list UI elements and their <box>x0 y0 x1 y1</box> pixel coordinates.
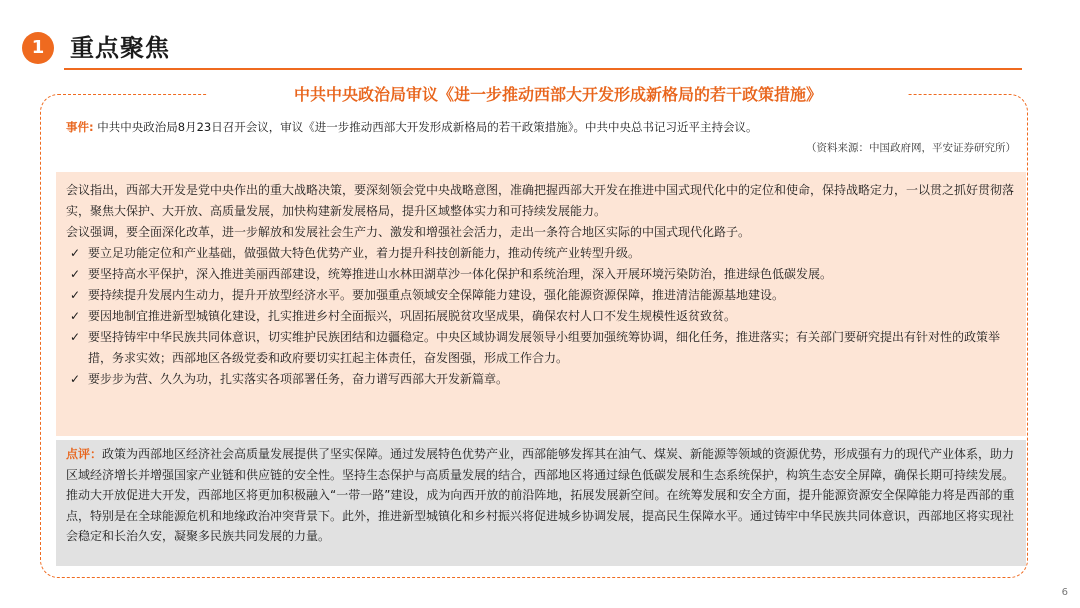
checklist-item <box>66 243 1016 264</box>
checklist-item <box>66 264 1016 285</box>
checklist-item-text: 要立足功能定位和产业基础，做强做大特色优势产业，着力提升科技创新能力，推动传统产业转型升级。 <box>88 246 641 260</box>
check-icon: ✓ <box>69 288 81 302</box>
page-number: 6 <box>1061 587 1068 598</box>
checklist-item <box>66 369 1016 390</box>
commentary-label: 点评： <box>66 447 103 461</box>
check-icon: ✓ <box>69 330 81 344</box>
checklist-item <box>66 306 1016 327</box>
checklist <box>66 243 1016 390</box>
checklist-item <box>66 327 1016 369</box>
content-paragraph-1: 会议指出，西部大开发是党中央作出的重大战略决策，要深刻领会党中央战略意图，准确把握西部大开发在推进中国式现代化中的定位和使命，保持战略定力，一以贯之抓好贯彻落实，聚焦大保护、大开放、高质量发展，加快构建新发展格局，提升区域整体实力和可持续发展能力。 <box>66 183 1015 218</box>
section-number-badge: 1 <box>22 32 54 64</box>
checklist-item-text: 要坚持铸牢中华民族共同体意识，切实维护民族团结和边疆稳定。中央区域协调发展领导小组要加强统筹协调，细化任务，推进落实；有关部门要研究提出有针对性的政策举措，务求实效；西部地区各级党委和政府要切实扛起主体责任，奋发图强，形成工作合力。 <box>88 330 1001 365</box>
check-icon: ✓ <box>69 309 81 323</box>
source-note: （资料来源：中国政府网，平安证券研究所） <box>806 142 1016 154</box>
check-icon: ✓ <box>69 267 81 281</box>
event-line <box>66 118 1026 136</box>
page-title: 重点聚焦 <box>70 33 170 62</box>
meeting-content-box <box>56 172 1026 436</box>
content-paragraph-2: 会议强调，要全面深化改革，进一步解放和发展社会生产力、激发和增强社会活力，走出一条符合地区实际的中国式现代化路子。 <box>66 225 751 239</box>
checklist-item-text: 要因地制宜推进新型城镇化建设，扎实推进乡村全面振兴，巩固拓展脱贫攻坚成果，确保农村人口不发生规模性返贫致贫。 <box>88 309 737 323</box>
title-underline <box>64 68 1022 70</box>
commentary-box <box>56 440 1026 566</box>
checklist-item-text: 要坚持高水平保护，深入推进美丽西部建设，统筹推进山水林田湖草沙一体化保护和系统治理，深入开展环境污染防治，推进绿色低碳发展。 <box>88 267 833 281</box>
checklist-item <box>66 285 1016 306</box>
section-title: 中共中央政治局审议《进一步推动西部大开发形成新格局的若干政策措施》 <box>293 85 822 104</box>
checklist-item-text: 要步步为营、久久为功，扎实落实各项部署任务，奋力谱写西部大开发新篇章。 <box>88 372 509 386</box>
event-text: 中共中央政治局8月23日召开会议，审议《进一步推动西部大开发形成新格局的若干政策措施》。中共中央总书记习近平主持会议。 <box>97 120 758 134</box>
commentary-text: 政策为西部地区经济社会高质量发展提供了坚实保障。通过发展特色优势产业，西部能够发挥其在油气、煤炭、新能源等领域的资源优势，形成强有力的现代产业体系，助力区域经济增长并增强国家产业链和供应链的安全性。坚持生态保护与高质量发展的结合，西部地区将通过绿色低碳发展和生态系统保护，构筑生态安全屏障，确保长期可持续发展。推动大开放促进大开发，西部地区将更加积极融入“一带一路”建设，成为向西开放的前沿阵地，拓展发展新空间。在统筹发展和安全方面，提升能源资源安全保障能力将是西部的重点，特别是在全球能源危机和地缘政治冲突背景下。此外，推进新型城镇化和乡村振兴将促进城乡协调发展，提高民生保障水平。通过铸牢中华民族共同体意识，西部地区将实现社会稳定和长治久安，凝聚多民族共同发展的力量。 <box>66 447 1015 543</box>
event-label: 事件: <box>66 120 94 134</box>
check-icon: ✓ <box>69 372 81 386</box>
check-icon: ✓ <box>69 246 81 260</box>
checklist-item-text: 要持续提升发展内生动力，提升开放型经济水平。要加强重点领域安全保障能力建设，强化能源资源保障，推进清洁能源基地建设。 <box>88 288 785 302</box>
